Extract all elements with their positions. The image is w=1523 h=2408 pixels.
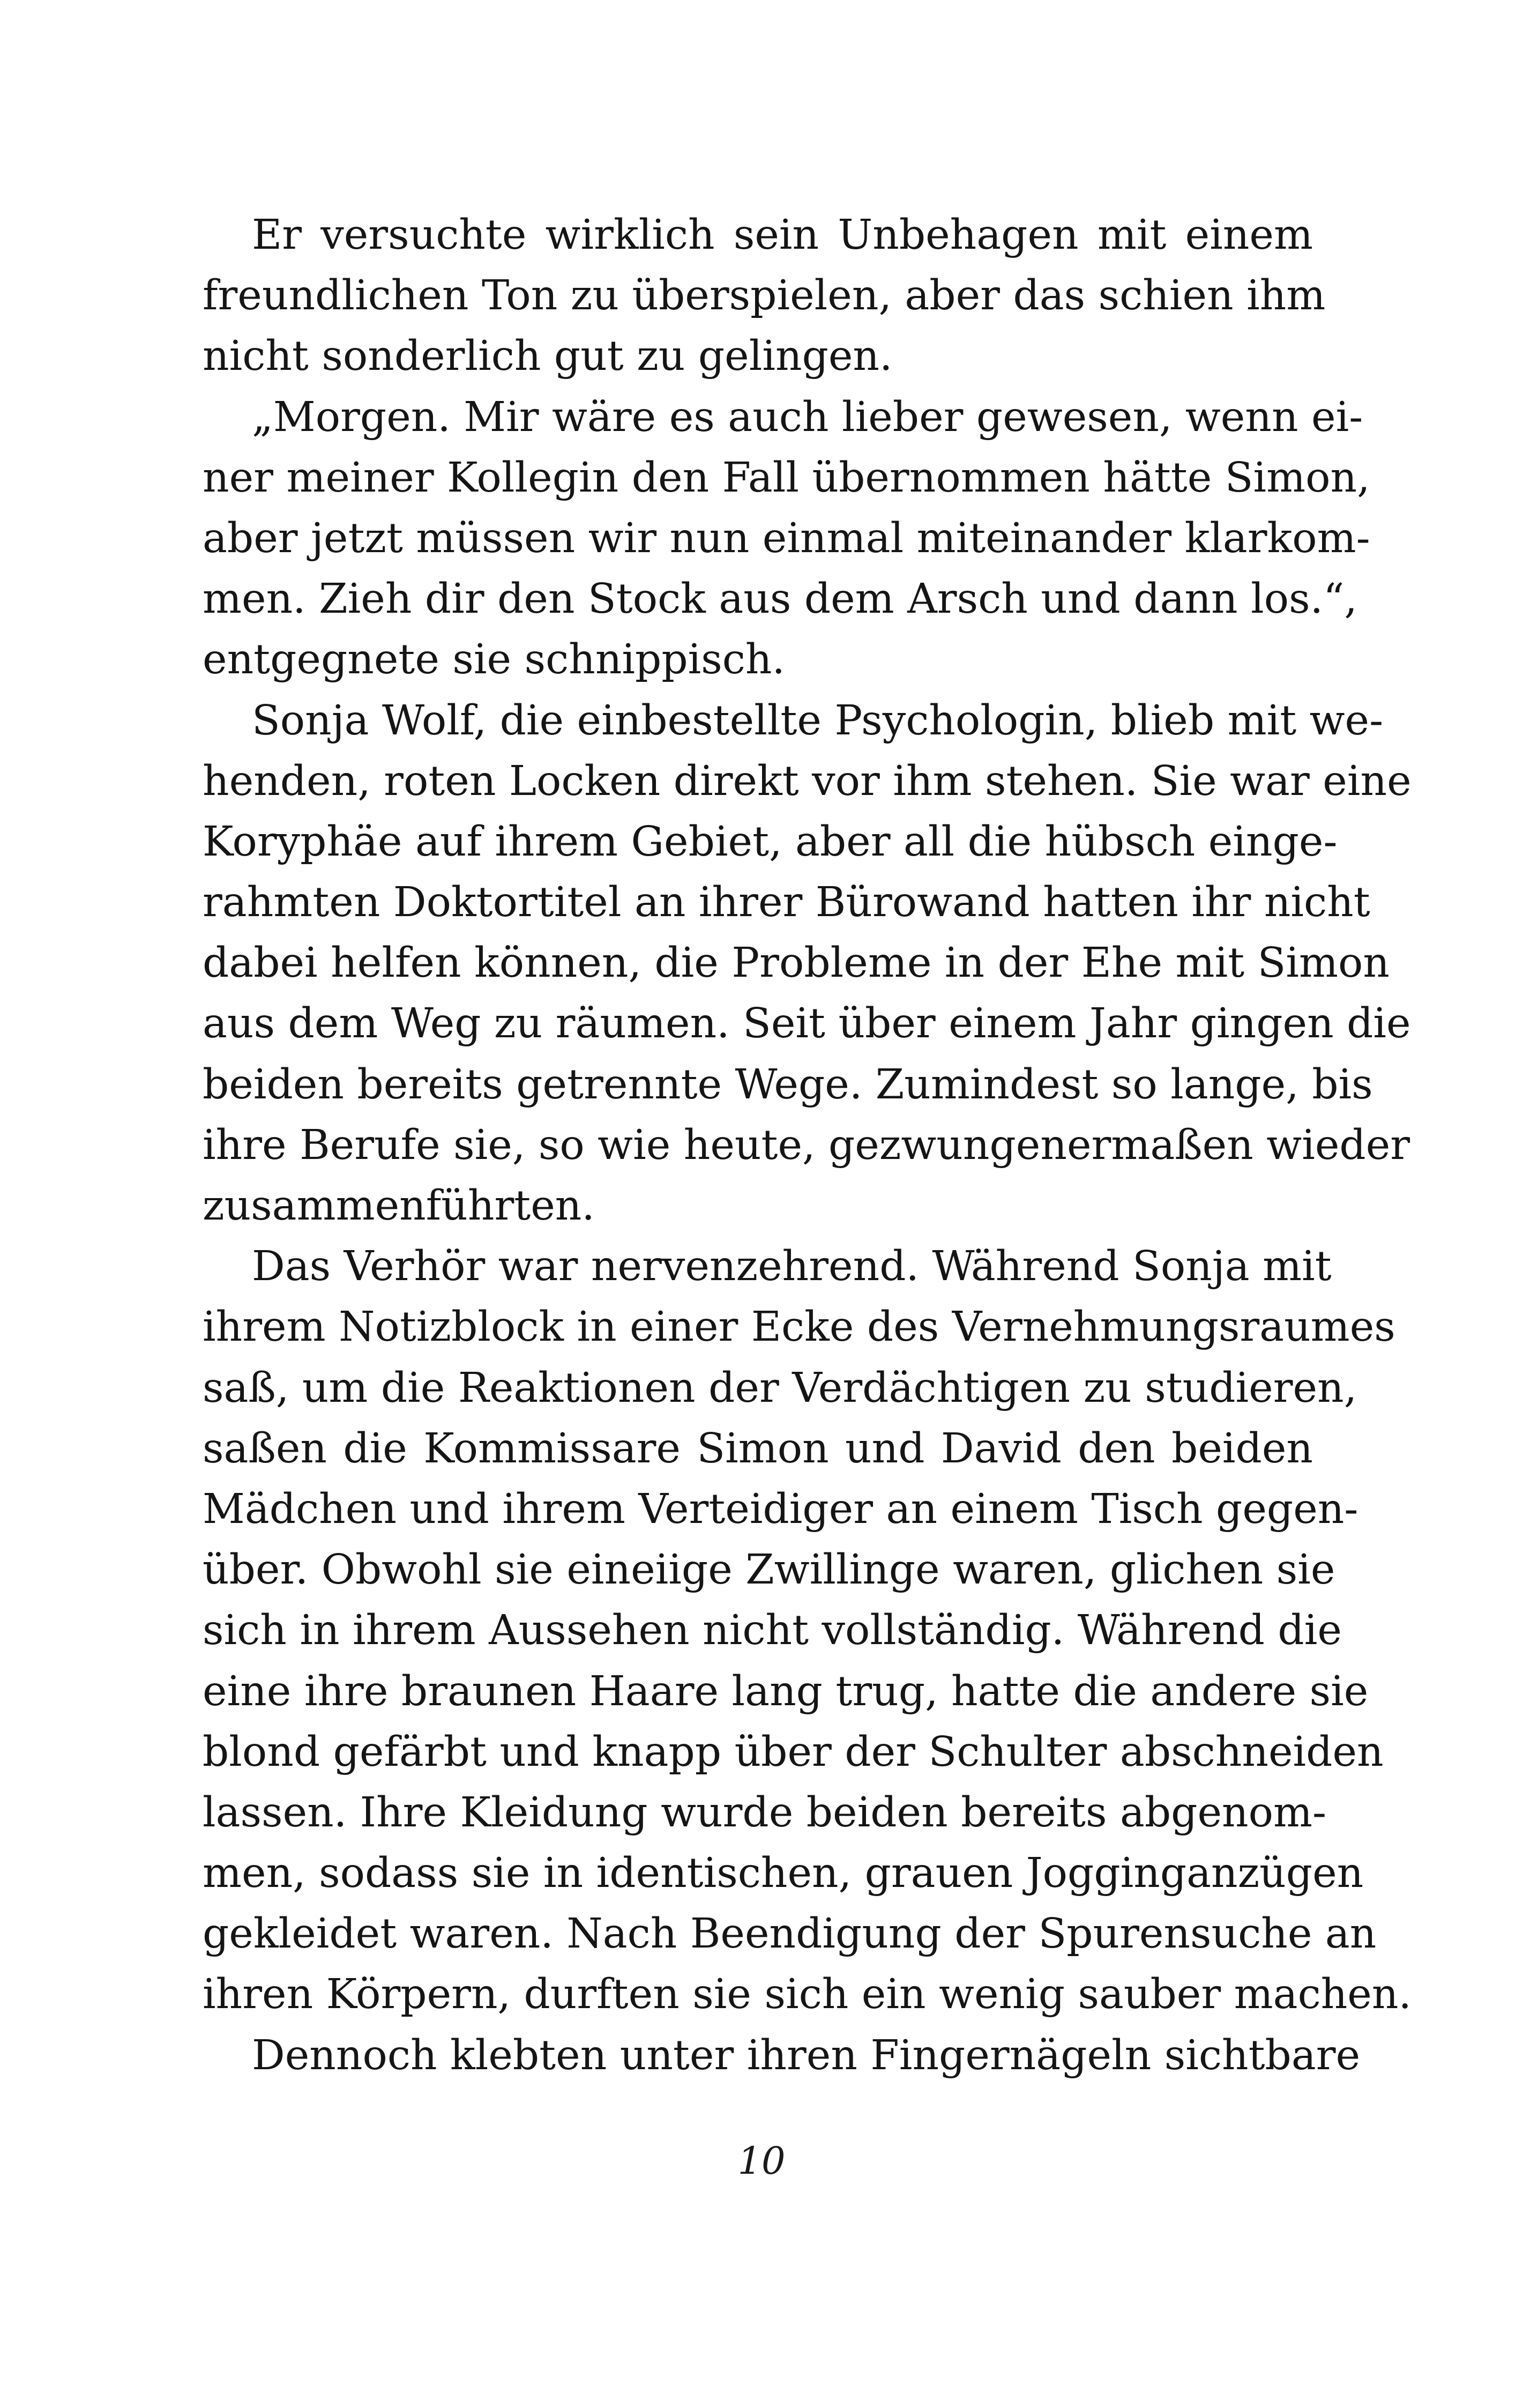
text-line: rahmten Doktortitel an ihrer Bürowand hatten ihr nicht bbox=[203, 879, 1370, 927]
text-line: ihre Berufe sie, so wie heute, gezwungenermaßen wieder bbox=[203, 1121, 1410, 1169]
text-line: zusammenführten. bbox=[203, 1182, 595, 1230]
text-line: „Morgen. Mir wäre es auch lieber gewesen, wenn ei- bbox=[252, 393, 1363, 441]
text-line: ihrem Notizblock in einer Ecke des Vernehmungsraumes bbox=[203, 1303, 1395, 1351]
text-line: ner meiner Kollegin den Fall übernommen hätte Simon, bbox=[203, 454, 1370, 502]
text-line: Sonja Wolf, die einbestellte Psychologin, blieb mit we- bbox=[252, 696, 1384, 745]
text-line: men. Zieh dir den Stock aus dem Arsch und dann los.“, bbox=[203, 575, 1357, 623]
text-line: Das Verhör war nervenzehrend. Während Sonja mit bbox=[252, 1243, 1332, 1291]
text-line: eine ihre braunen Haare lang trug, hatte die andere sie bbox=[203, 1667, 1369, 1715]
text-line: saßen die Kommissare Simon und David den beiden bbox=[203, 1424, 1313, 1473]
text-line: freundlichen Ton zu überspielen, aber das schien ihm bbox=[203, 272, 1326, 320]
text-line: beiden bereits getrennte Wege. Zumindest so lange, bis bbox=[203, 1060, 1373, 1109]
text-line: henden, roten Locken direkt vor ihm stehen. Sie war eine bbox=[203, 757, 1412, 805]
text-line: sich in ihrem Aussehen nicht vollständig. Während die bbox=[203, 1607, 1342, 1655]
text-line: nicht sonderlich gut zu gelingen. bbox=[203, 332, 893, 381]
text-line: men, sodass sie in identischen, grauen Jogginganzügen bbox=[203, 1849, 1364, 1898]
body-text bbox=[203, 205, 1412, 2086]
text-line: Koryphäe auf ihrem Gebiet, aber all die hübsch einge- bbox=[203, 817, 1338, 866]
text-line: über. Obwohl sie eineiige Zwillinge waren, glichen sie bbox=[203, 1546, 1335, 1594]
text-line: gekleidet waren. Nach Beendigung der Spurensuche an bbox=[203, 1910, 1377, 1958]
page-number: 10 bbox=[737, 2139, 786, 2183]
text-line: lassen. Ihre Kleidung wurde beiden bereits abgenom- bbox=[203, 1788, 1327, 1837]
text-line: aus dem Weg zu räumen. Seit über einem Jahr gingen die bbox=[203, 1000, 1411, 1048]
text-line: entgegnete sie schnippisch. bbox=[203, 636, 785, 684]
text-line: ihren Körpern, durften sie sich ein wenig sauber machen. bbox=[203, 1971, 1412, 2019]
text-line: Mädchen und ihrem Verteidiger an einem Tisch gegen- bbox=[203, 1485, 1358, 1533]
text-line: aber jetzt müssen wir nun einmal miteinander klarkom- bbox=[203, 514, 1370, 562]
text-line: dabei helfen können, die Probleme in der Ehe mit Simon bbox=[203, 939, 1390, 987]
text-line: Dennoch klebten unter ihren Fingernägeln sichtbare bbox=[252, 2031, 1361, 2079]
text-line: Er versuchte wirklich sein Unbehagen mit einem bbox=[252, 211, 1313, 259]
text-line: blond gefärbt und knapp über der Schulter abschneiden bbox=[203, 1728, 1384, 1776]
text-line: saß, um die Reaktionen der Verdächtigen zu studieren, bbox=[203, 1364, 1357, 1412]
